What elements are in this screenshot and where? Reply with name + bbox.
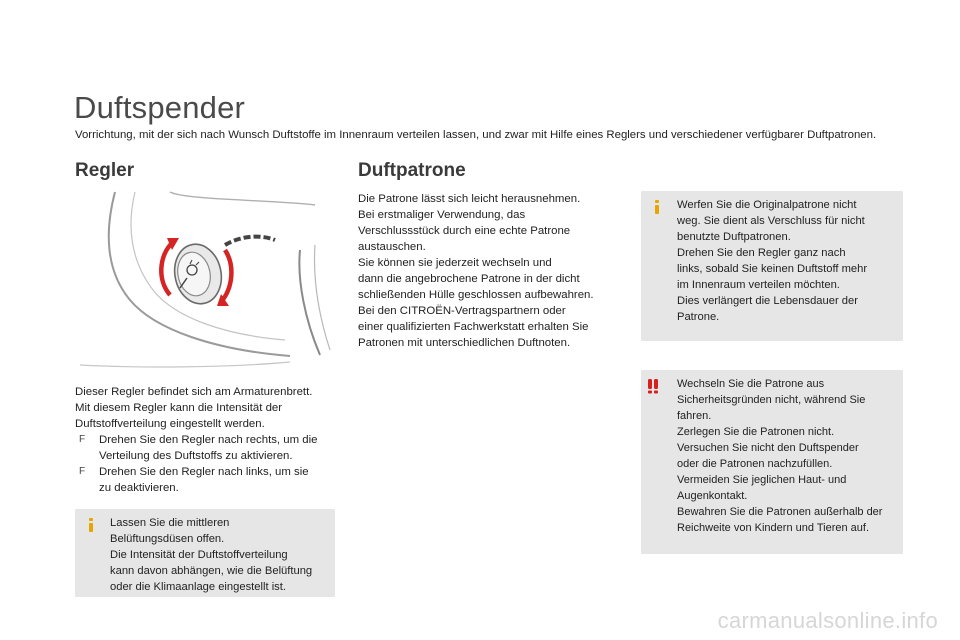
- info-line: Drehen Sie den Regler ganz nach: [677, 247, 846, 259]
- warning-icon: [647, 378, 667, 394]
- info-line: oder die Klimaanlage eingestellt ist.: [110, 581, 286, 593]
- bullet-line: Verteilung des Duftstoffs zu aktivieren.: [99, 450, 293, 462]
- warning-line: fahren.: [677, 410, 712, 422]
- page-title: Duftspender: [74, 90, 246, 125]
- info-icon: [83, 517, 99, 533]
- warning-line: oder die Patronen nachzufüllen.: [677, 458, 833, 470]
- section-heading-regler: Regler: [75, 160, 135, 181]
- info-line: benutzte Duftpatronen.: [677, 231, 791, 243]
- regler-bullet-list: [75, 432, 345, 496]
- regler-line: Mit diesem Regler kann die Intensität der: [75, 402, 283, 414]
- duft-line: austauschen.: [358, 241, 426, 253]
- duft-line: Bei den CITROËN-Vertragspartnern oder: [358, 305, 566, 317]
- duft-line: dann die angebrochene Patrone in der dicht: [358, 273, 580, 285]
- warning-line: Augenkontakt.: [677, 490, 748, 502]
- intro-text: Vorrichtung, mit der sich nach Wunsch Duftstoffe im Innenraum verteilen lassen, und zwar mit Hilfe eines Reglers und verschiedener verfügbarer Duftpatronen.: [75, 129, 877, 141]
- duftpatrone-warning-box: [641, 370, 903, 554]
- info-text: [677, 197, 899, 325]
- warning-line: Reichweite von Kindern und Tieren auf.: [677, 522, 870, 534]
- regler-info-box: [75, 509, 335, 597]
- list-item: [75, 432, 345, 464]
- warning-line: Versuchen Sie nicht den Duftspender: [677, 442, 859, 454]
- bullet-mark: F: [79, 434, 86, 445]
- bullet-line: Drehen Sie den Regler nach rechts, um die: [99, 434, 318, 446]
- info-line: Dies verlängert die Lebensdauer der: [677, 295, 858, 307]
- duft-line: Verschlussstück durch eine echte Patrone: [358, 225, 571, 237]
- duft-line: Patronen mit unterschiedlichen Duftnoten.: [358, 337, 571, 349]
- warning-text: [677, 376, 899, 536]
- info-line: kann davon abhängen, wie die Belüftung: [110, 565, 313, 577]
- info-line: Werfen Sie die Originalpatrone nicht: [677, 199, 857, 211]
- duftpatrone-info-box: [641, 191, 903, 341]
- warning-line: Zerlegen Sie die Patronen nicht.: [677, 426, 835, 438]
- bullet-line: Drehen Sie den Regler nach links, um sie: [99, 466, 309, 478]
- regler-line: Duftstoffverteilung eingestellt werden.: [75, 418, 265, 430]
- duft-line: einer qualifizierten Fachwerkstatt erhalten Sie: [358, 321, 589, 333]
- regler-description: [75, 384, 345, 496]
- info-line: Lassen Sie die mittleren: [110, 517, 230, 529]
- bullet-mark: F: [79, 466, 86, 477]
- info-text: [110, 515, 332, 595]
- bullet-line: zu deaktivieren.: [99, 482, 179, 494]
- list-item: [75, 464, 345, 496]
- duft-line: Die Patrone lässt sich leicht herausnehmen.: [358, 193, 581, 205]
- duftpatrone-description: [358, 191, 623, 351]
- info-icon: [649, 199, 665, 215]
- warning-line: Sicherheitsgründen nicht, während Sie: [677, 394, 866, 406]
- duft-line: Sie können sie jederzeit wechseln und: [358, 257, 552, 269]
- duft-line: Bei erstmaliger Verwendung, das: [358, 209, 526, 221]
- warning-line: Vermeiden Sie jeglichen Haut- und: [677, 474, 847, 486]
- duft-line: schließenden Hülle geschlossen aufbewahren.: [358, 289, 594, 301]
- regler-illustration: [75, 190, 335, 370]
- warning-line: Bewahren Sie die Patronen außerhalb der: [677, 506, 883, 518]
- info-line: weg. Sie dient als Verschluss für nicht: [677, 215, 865, 227]
- info-line: im Innenraum verteilen möchten.: [677, 279, 840, 291]
- watermark-text: carmanualsonline.info: [717, 608, 938, 633]
- section-heading-duftpatrone: Duftpatrone: [358, 160, 466, 181]
- info-line: Patrone.: [677, 311, 720, 323]
- warning-line: Wechseln Sie die Patrone aus: [677, 378, 825, 390]
- regler-line: Dieser Regler befindet sich am Armaturenbrett.: [75, 386, 313, 398]
- info-line: Belüftungsdüsen offen.: [110, 533, 225, 545]
- info-line: Die Intensität der Duftstoffverteilung: [110, 549, 288, 561]
- info-line: links, sobald Sie keinen Duftstoff mehr: [677, 263, 868, 275]
